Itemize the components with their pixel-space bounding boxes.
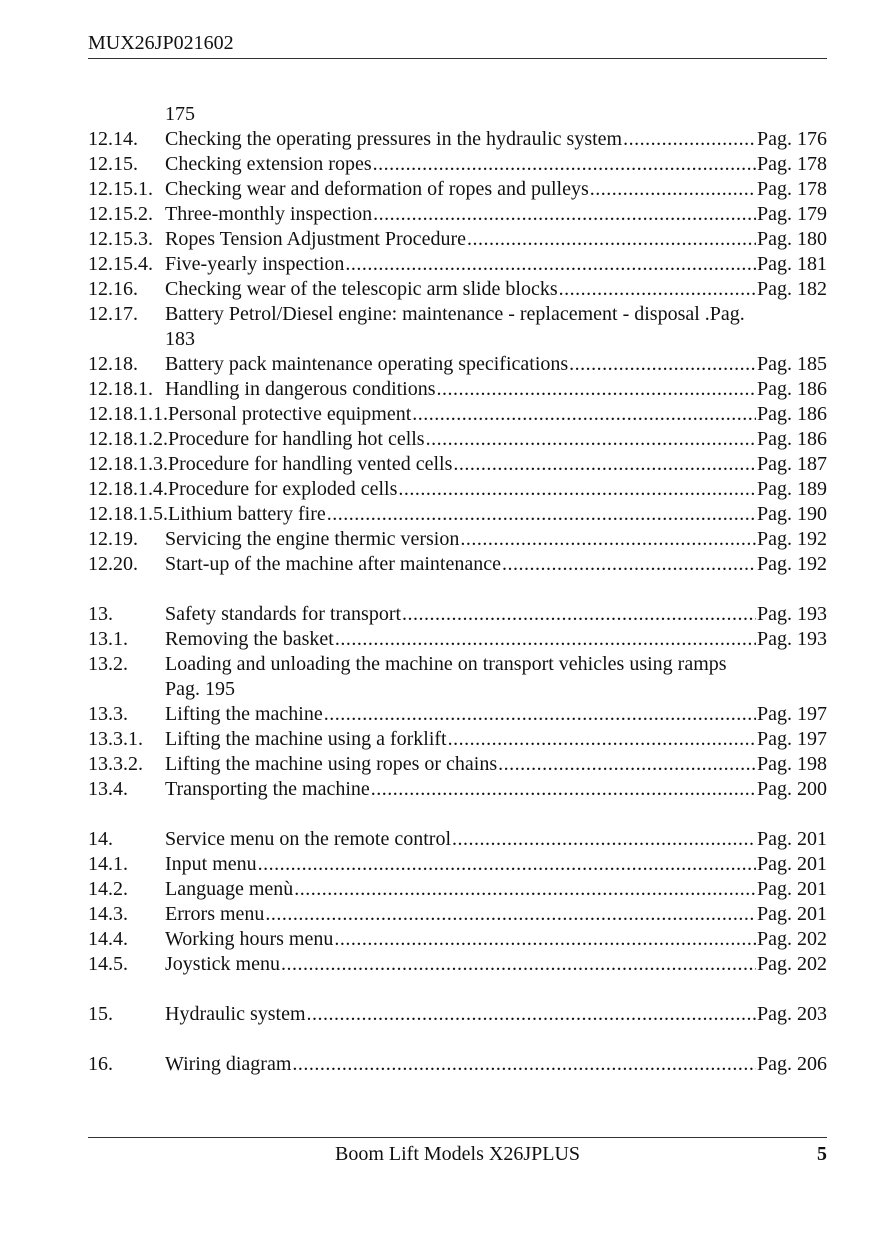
section-gap — [88, 977, 827, 1002]
toc-entry-page[interactable]: Pag. 193 — [757, 603, 827, 625]
toc-entry-number: 13.3. — [88, 703, 128, 725]
toc-entry-title[interactable]: Checking extension ropes — [165, 153, 372, 175]
toc-entry-page[interactable]: Pag. 201 — [757, 878, 827, 900]
toc-entry[interactable] — [88, 252, 827, 277]
dot-leader — [412, 402, 756, 427]
toc-entry[interactable] — [88, 702, 827, 727]
toc-entry-title[interactable]: Checking the operating pressures in the hydraulic system — [165, 128, 623, 150]
dot-leader — [324, 702, 756, 727]
toc-entry-title[interactable]: Checking wear of the telescopic arm slide blocks — [165, 278, 558, 300]
toc-entry-number: 12.16. — [88, 278, 138, 300]
dot-leader — [453, 452, 756, 477]
dot-leader — [569, 352, 756, 377]
toc-entry-title[interactable]: Three-monthly inspection — [165, 203, 373, 225]
toc-entry-title[interactable]: Servicing the engine thermic version — [165, 528, 460, 550]
toc-entry-number: 14.5. — [88, 953, 128, 975]
dot-leader — [460, 527, 756, 552]
toc-entry-page[interactable]: Pag. 198 — [757, 753, 827, 775]
toc-entry-number: 12.18.1.1. — [88, 403, 168, 425]
footer-title: Boom Lift Models X26JPLUS — [334, 1143, 581, 1165]
toc-entry-number: 16. — [88, 1053, 113, 1075]
toc-entry-wrapped[interactable] — [88, 302, 827, 352]
toc-entry[interactable] — [88, 402, 827, 427]
toc-entry-page[interactable]: Pag. 197 — [757, 728, 827, 750]
dot-leader — [402, 602, 756, 627]
dot-leader — [345, 252, 756, 277]
table-of-contents — [88, 102, 827, 1077]
toc-entry-title[interactable]: Lifting the machine using a forklift — [165, 728, 447, 750]
toc-entry-title[interactable]: Battery Petrol/Diesel engine: maintenance - replacement - disposal .Pag. — [165, 303, 745, 325]
toc-entry-page[interactable]: Pag. 179 — [757, 203, 827, 225]
dot-leader — [502, 552, 756, 577]
toc-entry-page[interactable]: Pag. 200 — [757, 778, 827, 800]
dot-leader — [398, 477, 756, 502]
toc-continuation — [88, 102, 827, 127]
toc-entry-number: 13.4. — [88, 778, 128, 800]
toc-entry-number: 14.3. — [88, 903, 128, 925]
toc-entry-title[interactable]: Handling in dangerous conditions — [165, 378, 436, 400]
toc-entry-page[interactable]: Pag. 197 — [757, 703, 827, 725]
toc-entry-page[interactable]: Pag. 178 — [757, 153, 827, 175]
toc-entry-wrapped[interactable] — [88, 652, 827, 702]
toc-entry-title[interactable]: Lithium battery fire — [168, 503, 326, 525]
dot-leader — [448, 727, 756, 752]
dot-leader — [335, 627, 756, 652]
dot-leader — [467, 227, 756, 252]
document-code: MUX26JP021602 — [88, 32, 234, 54]
toc-entry-title[interactable]: Joystick menu — [165, 953, 280, 975]
footer-divider — [88, 1137, 827, 1138]
toc-entry[interactable] — [88, 1002, 827, 1027]
dot-leader — [327, 502, 756, 527]
toc-entry[interactable] — [88, 177, 827, 202]
toc-entry-page[interactable]: Pag. 186 — [757, 403, 827, 425]
toc-entry-title[interactable]: Transporting the machine — [165, 778, 370, 800]
toc-entry-page[interactable]: Pag. 176 — [757, 128, 827, 150]
toc-entry-title[interactable]: Input menu — [165, 853, 257, 875]
toc-continuation-page: 175 — [165, 103, 195, 125]
dot-leader — [334, 927, 756, 952]
toc-entry[interactable] — [88, 527, 827, 552]
toc-entry[interactable] — [88, 552, 827, 577]
toc-entry[interactable] — [88, 227, 827, 252]
toc-entry-page[interactable]: Pag. 206 — [757, 1053, 827, 1075]
dot-leader — [265, 902, 756, 927]
dot-leader — [437, 377, 756, 402]
dot-leader — [373, 202, 756, 227]
toc-entry-page[interactable]: Pag. 186 — [757, 428, 827, 450]
toc-entry-number: 12.18.1.5. — [88, 503, 168, 525]
toc-entry-number: 14.2. — [88, 878, 128, 900]
section-gap — [88, 577, 827, 602]
toc-entry[interactable] — [88, 627, 827, 652]
header-divider — [88, 58, 827, 59]
toc-entry-page[interactable]: Pag. 192 — [757, 553, 827, 575]
toc-entry-title[interactable]: Safety standards for transport — [165, 603, 402, 625]
toc-entry-number: 13. — [88, 603, 113, 625]
toc-entry[interactable] — [88, 277, 827, 302]
toc-entry-title[interactable]: Procedure for exploded cells — [168, 478, 398, 500]
toc-entry-number: 14.1. — [88, 853, 128, 875]
dot-leader — [307, 1002, 756, 1027]
toc-entry-title[interactable]: Service menu on the remote control — [165, 828, 452, 850]
toc-entry-title[interactable]: Errors menu — [165, 903, 265, 925]
toc-entry-page[interactable]: 183 — [165, 328, 195, 350]
toc-entry-page[interactable]: Pag. 202 — [757, 928, 827, 950]
dot-leader — [371, 777, 756, 802]
toc-entry-number: 12.15.2. — [88, 203, 153, 225]
toc-entry-page[interactable]: Pag. 192 — [757, 528, 827, 550]
dot-leader — [498, 752, 756, 777]
toc-entry-number: 15. — [88, 1003, 113, 1025]
toc-entry-number: 12.18. — [88, 353, 138, 375]
dot-leader — [452, 827, 756, 852]
toc-entry-number: 13.3.1. — [88, 728, 143, 750]
toc-entry[interactable] — [88, 727, 827, 752]
dot-leader — [281, 952, 756, 977]
toc-entry[interactable] — [88, 427, 827, 452]
toc-entry-page[interactable]: Pag. 203 — [757, 1003, 827, 1025]
toc-entry[interactable] — [88, 202, 827, 227]
toc-entry[interactable] — [88, 452, 827, 477]
toc-entry-page[interactable]: Pag. 201 — [757, 853, 827, 875]
toc-entry[interactable] — [88, 877, 827, 902]
toc-entry-title[interactable]: Working hours menu — [165, 928, 334, 950]
section-gap — [88, 802, 827, 827]
toc-entry-page[interactable]: Pag. 186 — [757, 378, 827, 400]
toc-entry-title[interactable]: Procedure for handling hot cells — [168, 428, 425, 450]
toc-entry[interactable] — [88, 602, 827, 627]
toc-entry-title[interactable]: Hydraulic system — [165, 1003, 306, 1025]
toc-entry-title[interactable]: Lifting the machine — [165, 703, 323, 725]
toc-entry-page[interactable]: Pag. 201 — [757, 903, 827, 925]
section-gap — [88, 1027, 827, 1052]
page-header — [88, 30, 827, 56]
toc-entry-number: 14. — [88, 828, 113, 850]
toc-entry-number: 12.14. — [88, 128, 138, 150]
toc-entry-page[interactable]: Pag. 181 — [757, 253, 827, 275]
toc-entry-page[interactable]: Pag. 187 — [757, 453, 827, 475]
toc-entry-title[interactable]: Ropes Tension Adjustment Procedure — [165, 228, 466, 250]
toc-entry-number: 14.4. — [88, 928, 128, 950]
toc-entry[interactable] — [88, 852, 827, 877]
toc-entry-title[interactable]: Personal protective equipment — [168, 403, 412, 425]
toc-entry-title[interactable]: Checking wear and deformation of ropes and pulleys — [165, 178, 589, 200]
dot-leader — [292, 1052, 756, 1077]
toc-entry-page[interactable]: Pag. 195 — [165, 678, 235, 700]
dot-leader — [294, 877, 756, 902]
dot-leader — [559, 277, 756, 302]
toc-entry[interactable] — [88, 952, 827, 977]
toc-entry-number: 13.3.2. — [88, 753, 143, 775]
toc-entry[interactable] — [88, 777, 827, 802]
toc-entry-number: 12.18.1.3. — [88, 453, 168, 475]
toc-entry-title[interactable]: Wiring diagram — [165, 1053, 292, 1075]
toc-entry[interactable] — [88, 352, 827, 377]
toc-entry-number: 12.18.1.4. — [88, 478, 168, 500]
toc-entry[interactable] — [88, 927, 827, 952]
toc-entry-number: 12.17. — [88, 303, 138, 325]
toc-entry-number: 13.2. — [88, 653, 128, 675]
dot-leader — [373, 152, 756, 177]
toc-entry-number: 12.18.1.2. — [88, 428, 168, 450]
dot-leader — [623, 127, 756, 152]
toc-entry-page[interactable]: Pag. 189 — [757, 478, 827, 500]
toc-entry-page[interactable]: Pag. 201 — [757, 828, 827, 850]
toc-entry[interactable] — [88, 1052, 827, 1077]
toc-entry-title[interactable]: Loading and unloading the machine on transport vehicles using ramps — [165, 653, 727, 675]
toc-entry[interactable] — [88, 152, 827, 177]
toc-entry-number: 12.15.3. — [88, 228, 153, 250]
toc-entry[interactable] — [88, 377, 827, 402]
toc-entry[interactable] — [88, 827, 827, 852]
toc-entry[interactable] — [88, 127, 827, 152]
dot-leader — [258, 852, 756, 877]
dot-leader — [426, 427, 756, 452]
toc-entry[interactable] — [88, 477, 827, 502]
toc-entry-title[interactable]: Language menù — [165, 878, 294, 900]
toc-entry-number: 12.18.1. — [88, 378, 153, 400]
toc-entry-page[interactable]: Pag. 193 — [757, 628, 827, 650]
toc-entry-page[interactable]: Pag. 178 — [757, 178, 827, 200]
toc-entry-title[interactable]: Start-up of the machine after maintenance — [165, 553, 501, 575]
toc-entry-title[interactable]: Procedure for handling vented cells — [168, 453, 453, 475]
toc-entry-page[interactable]: Pag. 185 — [757, 353, 827, 375]
toc-entry-title[interactable]: Five-yearly inspection — [165, 253, 345, 275]
toc-entry[interactable] — [88, 752, 827, 777]
page-number: 5 — [817, 1143, 827, 1165]
toc-entry-page[interactable]: Pag. 202 — [757, 953, 827, 975]
toc-entry-number: 12.20. — [88, 553, 138, 575]
toc-entry-number: 12.15. — [88, 153, 138, 175]
toc-entry-page[interactable]: Pag. 190 — [757, 503, 827, 525]
dot-leader — [590, 177, 756, 202]
toc-entry-title[interactable]: Removing the basket — [165, 628, 334, 650]
toc-entry[interactable] — [88, 502, 827, 527]
toc-entry-number: 12.15.4. — [88, 253, 153, 275]
toc-entry-page[interactable]: Pag. 180 — [757, 228, 827, 250]
toc-entry[interactable] — [88, 902, 827, 927]
toc-entry-number: 13.1. — [88, 628, 128, 650]
toc-entry-number: 12.19. — [88, 528, 138, 550]
toc-entry-title[interactable]: Battery pack maintenance operating specifications — [165, 353, 569, 375]
toc-entry-number: 12.15.1. — [88, 178, 153, 200]
toc-entry-title[interactable]: Lifting the machine using ropes or chains — [165, 753, 498, 775]
toc-entry-page[interactable]: Pag. 182 — [757, 278, 827, 300]
